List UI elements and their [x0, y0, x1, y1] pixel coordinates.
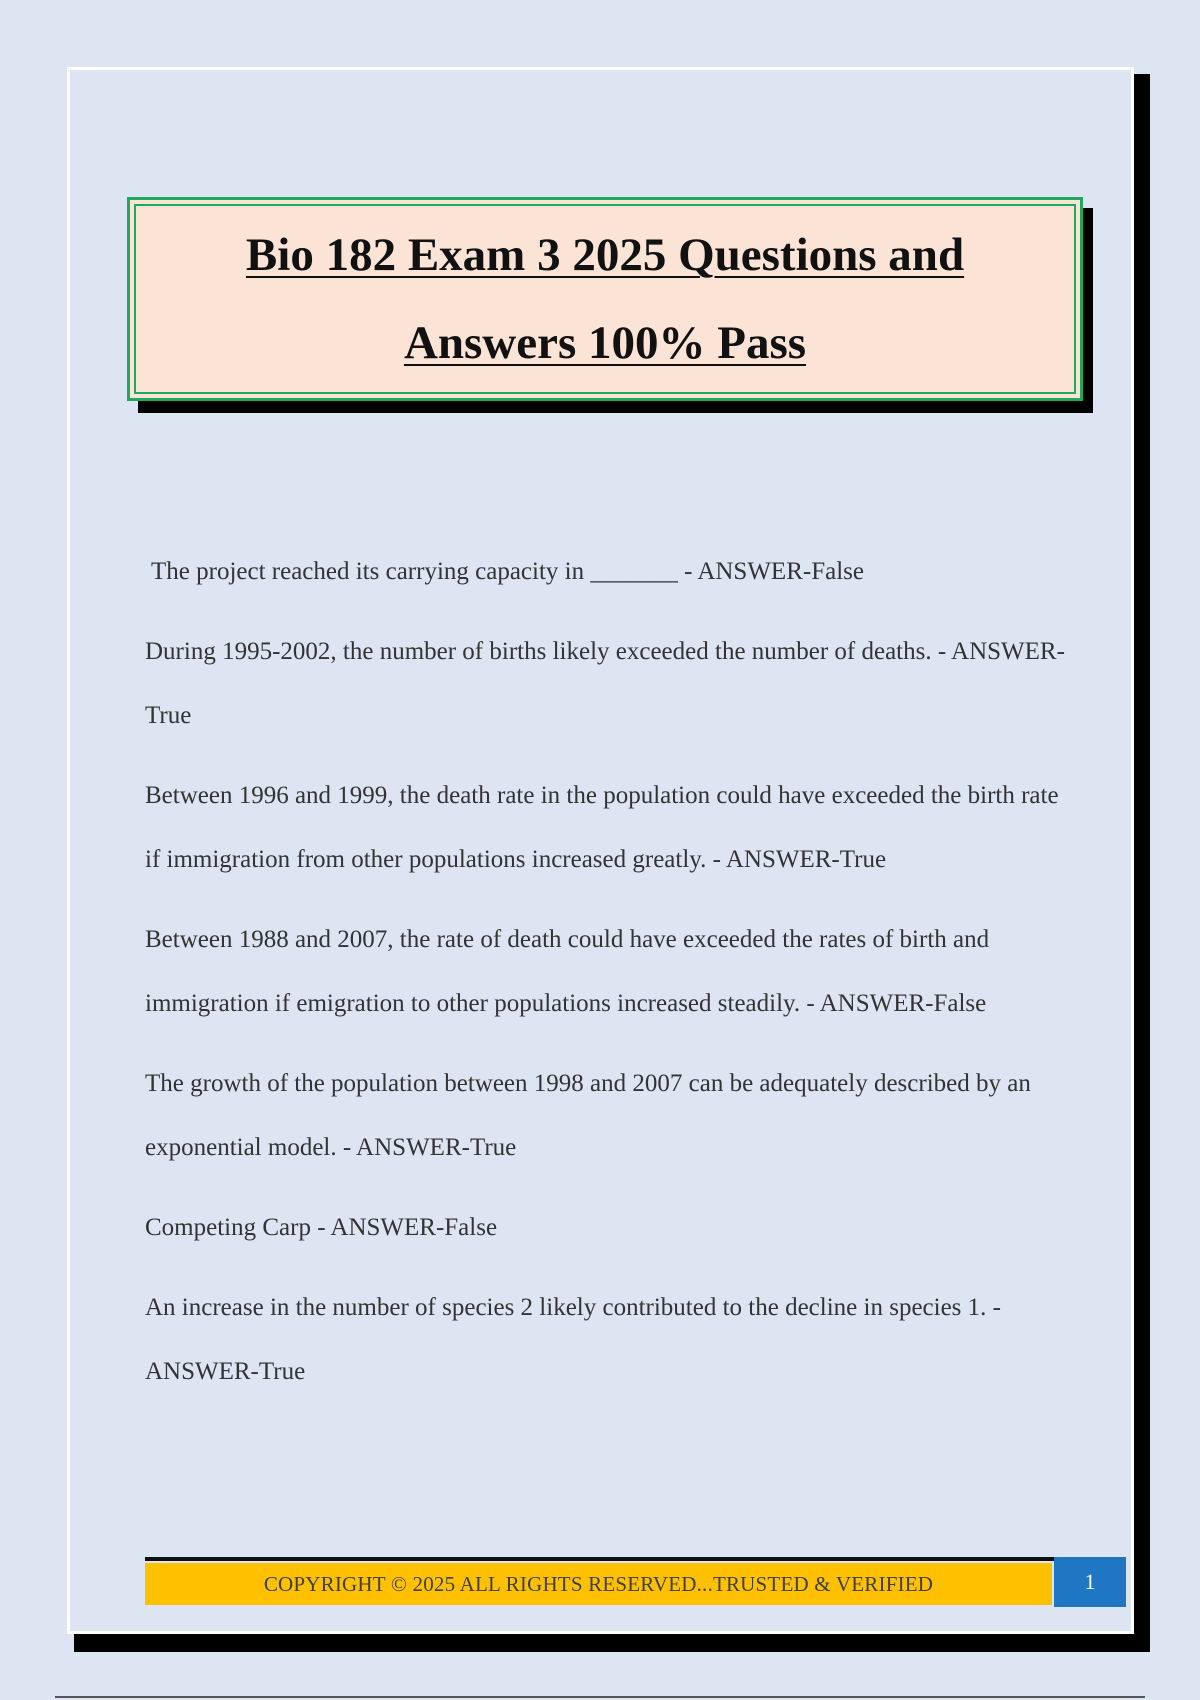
qa-item: Between 1996 and 1999, the death rate in the population could have exceeded the birth rate if immigration from other populations increased greatly. - ANSWER-True	[145, 782, 1059, 873]
footer-copyright-text: COPYRIGHT © 2025 ALL RIGHTS RESERVED...TRUSTED & VERIFIED	[263, 1571, 934, 1596]
qa-list	[145, 540, 1075, 1420]
document-title-line-2: Answers 100% Pass	[403, 317, 807, 369]
document-title-line-1: Bio 182 Exam 3 2025 Questions and	[245, 229, 965, 281]
qa-item: The project reached its carrying capacity in _______ - ANSWER-False	[151, 558, 864, 585]
title-box	[127, 197, 1083, 401]
page-number-box	[1054, 1557, 1126, 1607]
page-number: 1	[1084, 1569, 1096, 1594]
bottom-divider	[55, 1696, 1145, 1698]
qa-item: Between 1988 and 2007, the rate of death could have exceeded the rates of birth and immigration if emigration to other populations increased steadily. - ANSWER-False	[145, 926, 990, 1017]
footer-rule	[145, 1557, 1057, 1561]
qa-item: Competing Carp - ANSWER-False	[145, 1214, 498, 1241]
qa-item: An increase in the number of species 2 likely contributed to the decline in species 1. - ANSWER-True	[145, 1294, 1001, 1385]
qa-item: The growth of the population between 1998 and 2007 can be adequately described by an exponential model. - ANSWER-True	[145, 1070, 1031, 1161]
document-page	[67, 67, 1134, 1634]
qa-item: During 1995-2002, the number of births likely exceeded the number of deaths. - ANSWER-True	[145, 638, 1065, 729]
footer-copyright-bar	[145, 1563, 1052, 1605]
